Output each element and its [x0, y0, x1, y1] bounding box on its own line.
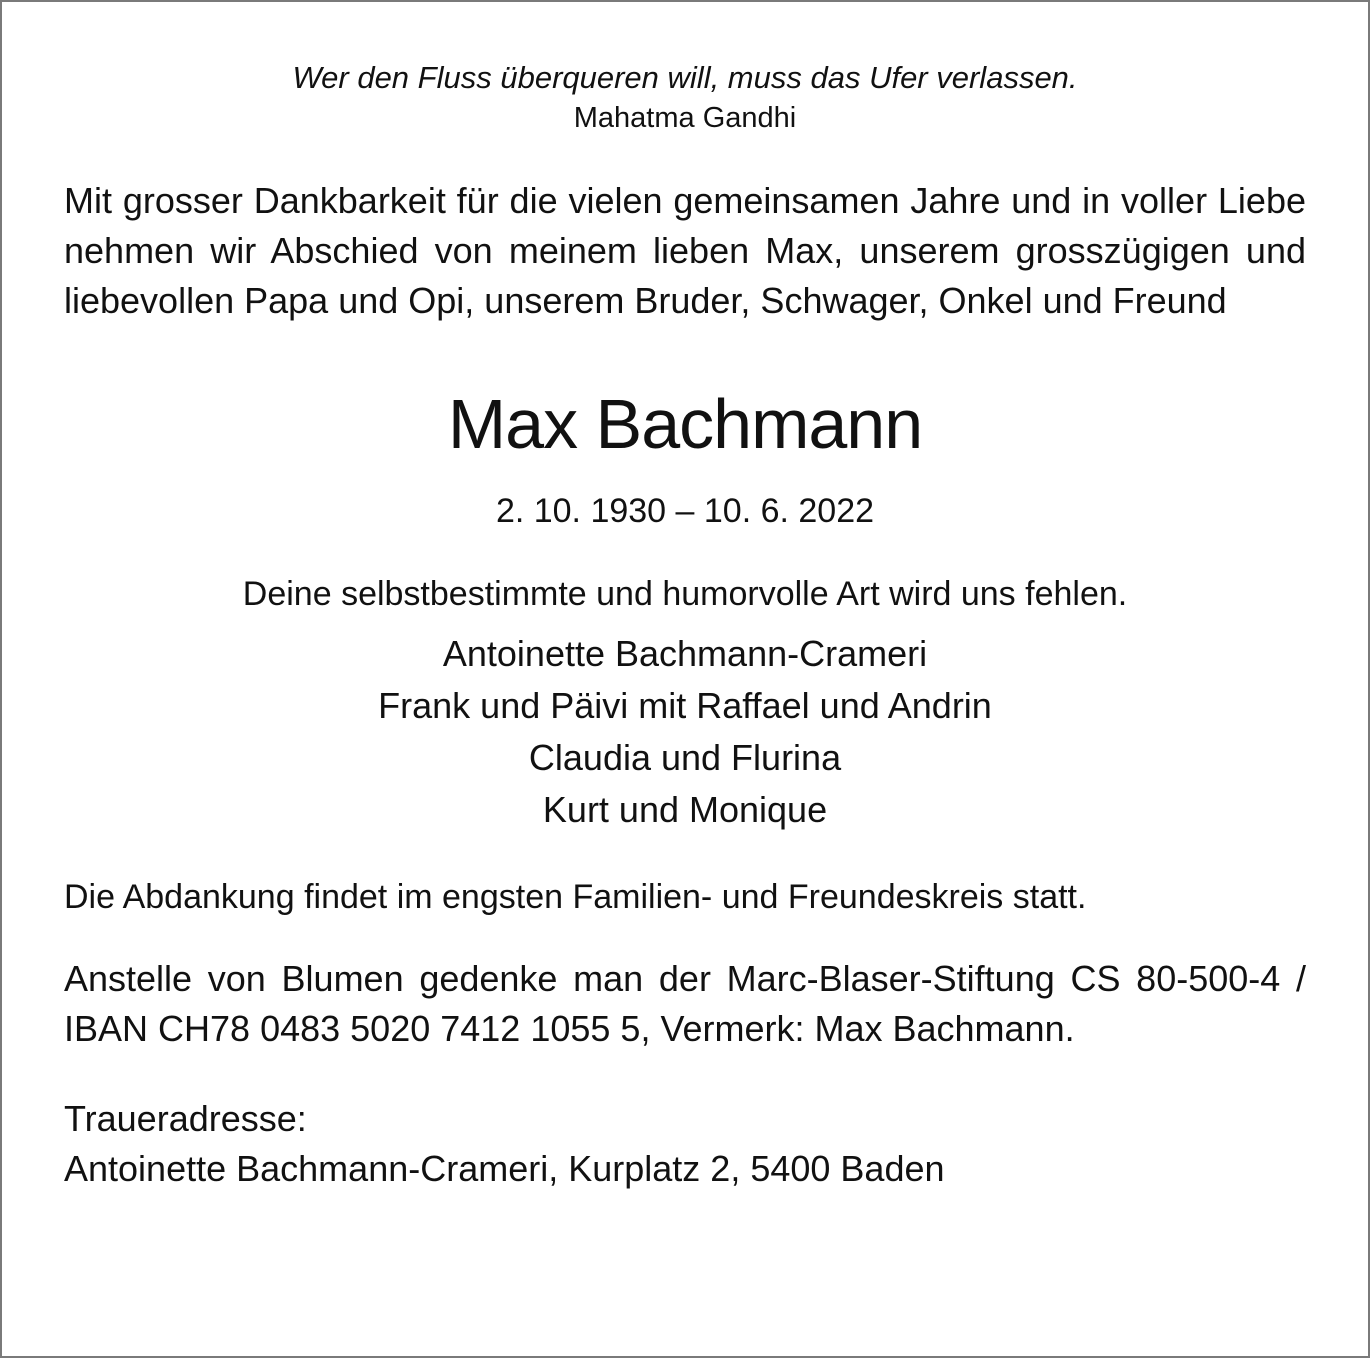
- address-value: Antoinette Bachmann-Crameri, Kurplatz 2, 5400 Baden: [64, 1148, 945, 1189]
- quote-author: Mahatma Gandhi: [573, 102, 797, 134]
- deceased-name: Max Bachmann: [447, 385, 923, 463]
- abdankung-note: Die Abdankung findet im engsten Familien- und Freundeskreis statt.: [64, 878, 1087, 916]
- mourner-line: Claudia und Flurina: [528, 737, 842, 778]
- mourner-line: Frank und Päivi mit Raffael und Andrin: [378, 685, 992, 726]
- mourners-list: [64, 628, 1306, 836]
- donation-note: Anstelle von Blumen gedenke man der Marc-Blaser-Stiftung CS 80-500-4 / IBAN CH78 0483 5020 7412 1055 5, Vermerk: Max Bachmann.: [64, 958, 1306, 1049]
- intro-paragraph: Mit grosser Dankbarkeit für die vielen gemeinsamen Jahre und in voller Liebe nehmen wir Abschied von meinem lieben Max, unserem grosszügigen und liebevollen Papa und Opi, unserem Bruder, Schwager, Onkel und Freund: [64, 180, 1306, 321]
- farewell-line: Deine selbstbestimmte und humorvolle Art wird uns fehlen.: [242, 575, 1128, 613]
- quote-text: Wer den Fluss überqueren will, muss das Ufer verlassen.: [292, 60, 1078, 95]
- mourner-line: Kurt und Monique: [542, 789, 828, 830]
- mourner-line: Antoinette Bachmann-Crameri: [442, 633, 928, 674]
- address-label: Traueradresse:: [64, 1098, 307, 1139]
- mourning-address: [64, 1094, 1306, 1194]
- life-dates: 2. 10. 1930 – 10. 6. 2022: [495, 492, 875, 530]
